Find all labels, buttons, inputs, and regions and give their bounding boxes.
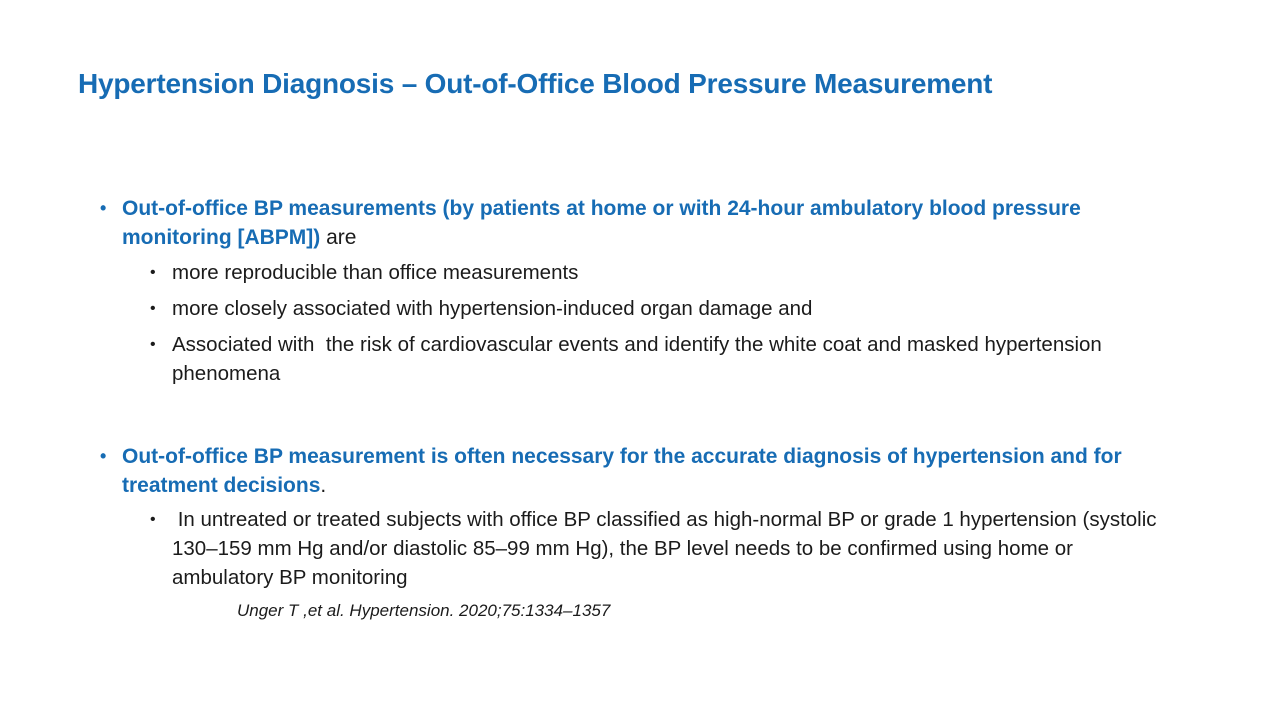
bullet-marker	[100, 442, 122, 471]
sub-bullet-text: more reproducible than office measurements	[172, 261, 579, 284]
main-bullet-2-rest: .	[320, 474, 327, 497]
bullet-marker	[150, 258, 172, 287]
list-item	[150, 258, 1145, 287]
bullet-marker	[150, 505, 172, 534]
bullet-marker	[150, 294, 172, 323]
main-bullet-1-rest: are	[320, 226, 357, 249]
sub-bullet-list-2	[150, 505, 1180, 592]
sub-bullet-text: In untreated or treated subjects with office BP classified as high-normal BP or grade 1 hypertension (systolic 130–159 mm Hg and/or diastolic 85–99 mm Hg), the BP level needs to be confirmed using home or ambulatory BP monitoring	[172, 508, 1163, 589]
list-item	[150, 330, 1145, 388]
list-item	[150, 294, 1145, 323]
main-bullet-1-highlight: Out-of-office BP measurements (by patients at home or with 24-hour ambulatory blood pressure monitoring [ABPM])	[122, 197, 1087, 249]
citation-reference: Unger T ,et al. Hypertension. 2020;75:1334–1357	[237, 601, 611, 620]
list-item	[150, 505, 1180, 592]
main-bullet-2-text	[122, 442, 1150, 500]
main-bullet-1	[100, 194, 1110, 252]
bullet-marker	[150, 330, 172, 359]
slide-title: Hypertension Diagnosis – Out-of-Office Blood Pressure Measurement	[78, 68, 993, 99]
main-bullet-2-highlight: Out-of-office BP measurement is often necessary for the accurate diagnosis of hypertension and for treatment decisions	[122, 445, 1128, 497]
main-bullet-1-text	[122, 194, 1110, 252]
sub-bullet-list-1	[150, 258, 1145, 388]
main-bullet-2	[100, 442, 1150, 500]
bullet-marker	[100, 194, 122, 223]
sub-bullet-text: more closely associated with hypertension-induced organ damage and	[172, 297, 813, 320]
sub-bullet-text: Associated with the risk of cardiovascular events and identify the white coat and masked hypertension phenomena	[172, 333, 1108, 385]
